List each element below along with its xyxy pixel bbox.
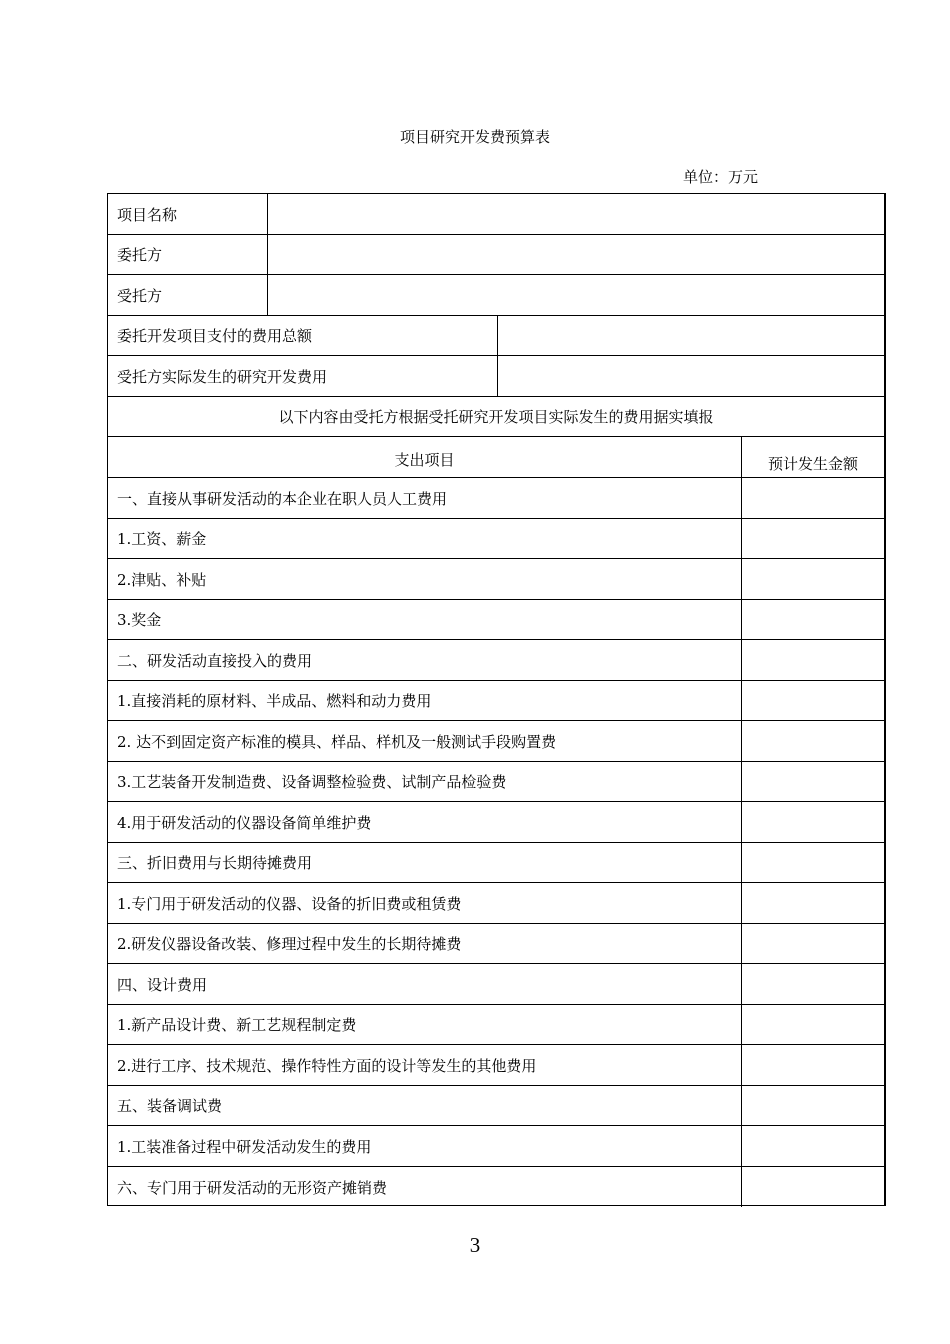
info-row-contractor [108,275,884,316]
info-label: 受托方 [117,286,163,305]
expense-amount-field[interactable] [741,559,884,599]
expense-item-label: 五、装备调试费 [117,1097,223,1115]
expense-item-label: 2.津贴、补贴 [117,570,207,589]
expense-item-label: 2.研发仪器设备改装、修理过程中发生的长期待摊费 [117,935,462,953]
expense-row [108,721,884,762]
amount-label: 委托开发项目支付的费用总额 [117,327,313,345]
expense-item-label: 1.新产品设计费、新工艺规程制定费 [117,1016,357,1034]
expense-amount-field[interactable] [741,762,884,801]
info-label: 项目名称 [117,205,178,224]
expense-row [108,1167,884,1207]
expense-row [108,478,884,519]
note-text: 以下内容由受托方根据受托研究开发项目实际发生的费用据实填报 [278,408,714,426]
header-amount: 预计发生金额 [741,437,884,477]
expense-row [108,681,884,721]
expense-item-label: 3.工艺装备开发制造费、设备调整检验费、试制产品检验费 [117,773,507,791]
expense-item-label: 六、专门用于研发活动的无形资产摊销费 [117,1178,388,1197]
expense-row [108,1126,884,1167]
expense-item-label: 二、研发活动直接投入的费用 [117,651,313,670]
expense-amount-field[interactable] [741,1086,884,1125]
expense-item-label: 1.工资、薪金 [117,530,207,548]
expense-item-label: 2.进行工序、技术规范、操作特性方面的设计等发生的其他费用 [117,1056,537,1075]
expense-item-label: 1.工装准备过程中研发活动发生的费用 [117,1137,372,1156]
amount-value-field[interactable] [497,316,884,355]
amount-row-total-paid [108,316,884,356]
expense-amount-field[interactable] [741,924,884,963]
expense-item-label: 1.专门用于研发活动的仪器、设备的折旧费或租赁费 [117,894,462,913]
expense-amount-field[interactable] [741,802,884,842]
info-value-field[interactable] [267,235,884,274]
amount-label: 受托方实际发生的研究开发费用 [117,367,328,386]
expense-item-label: 一、直接从事研发活动的本企业在职人员人工费用 [117,489,448,508]
unit-label: 单位：万元 [683,168,759,186]
expense-amount-field[interactable] [741,964,884,1004]
expense-amount-field[interactable] [741,681,884,720]
info-value-field[interactable] [267,275,884,315]
info-label: 委托方 [117,246,163,264]
expense-row [108,1086,884,1126]
expense-row [108,600,884,640]
expense-row [108,964,884,1005]
info-value-field[interactable] [267,194,884,234]
info-row-project-name [108,194,884,235]
expense-row [108,1005,884,1045]
expense-amount-field[interactable] [741,721,884,761]
expense-amount-field[interactable] [741,843,884,882]
expense-row [108,883,884,924]
table-header-row [108,437,884,478]
expense-item-label: 3.奖金 [117,611,162,629]
expense-amount-field[interactable] [741,519,884,558]
expense-amount-field[interactable] [741,1126,884,1166]
expense-amount-field[interactable] [741,640,884,680]
expense-item-label: 4.用于研发活动的仪器设备简单维护费 [117,813,372,832]
expense-amount-field[interactable] [741,478,884,518]
expense-item-label: 三、折旧费用与长期待摊费用 [117,854,313,872]
info-row-client [108,235,884,275]
expense-row [108,519,884,559]
expense-amount-field[interactable] [741,1045,884,1085]
expense-amount-field[interactable] [741,600,884,639]
expense-row [108,762,884,802]
expense-amount-field[interactable] [741,1167,884,1207]
expense-item-label: 1.直接消耗的原材料、半成品、燃料和动力费用 [117,692,432,710]
expense-item-label: 四、设计费用 [117,975,208,994]
expense-row [108,802,884,843]
expense-amount-field[interactable] [741,1005,884,1044]
expense-row [108,559,884,600]
amount-value-field[interactable] [497,356,884,396]
expense-row [108,1045,884,1086]
form-title: 项目研究开发费预算表 [399,128,550,146]
budget-table [107,193,886,1206]
note-row [108,397,884,437]
expense-amount-field[interactable] [741,883,884,923]
expense-row [108,924,884,964]
expense-row [108,640,884,681]
amount-row-actual-cost [108,356,884,397]
page-number: 3 [469,1233,481,1257]
header-item: 支出项目 [394,451,455,469]
expense-row [108,843,884,883]
expense-item-label: 2. 达不到固定资产标准的模具、样品、样机及一般测试手段购置费 [117,732,557,751]
